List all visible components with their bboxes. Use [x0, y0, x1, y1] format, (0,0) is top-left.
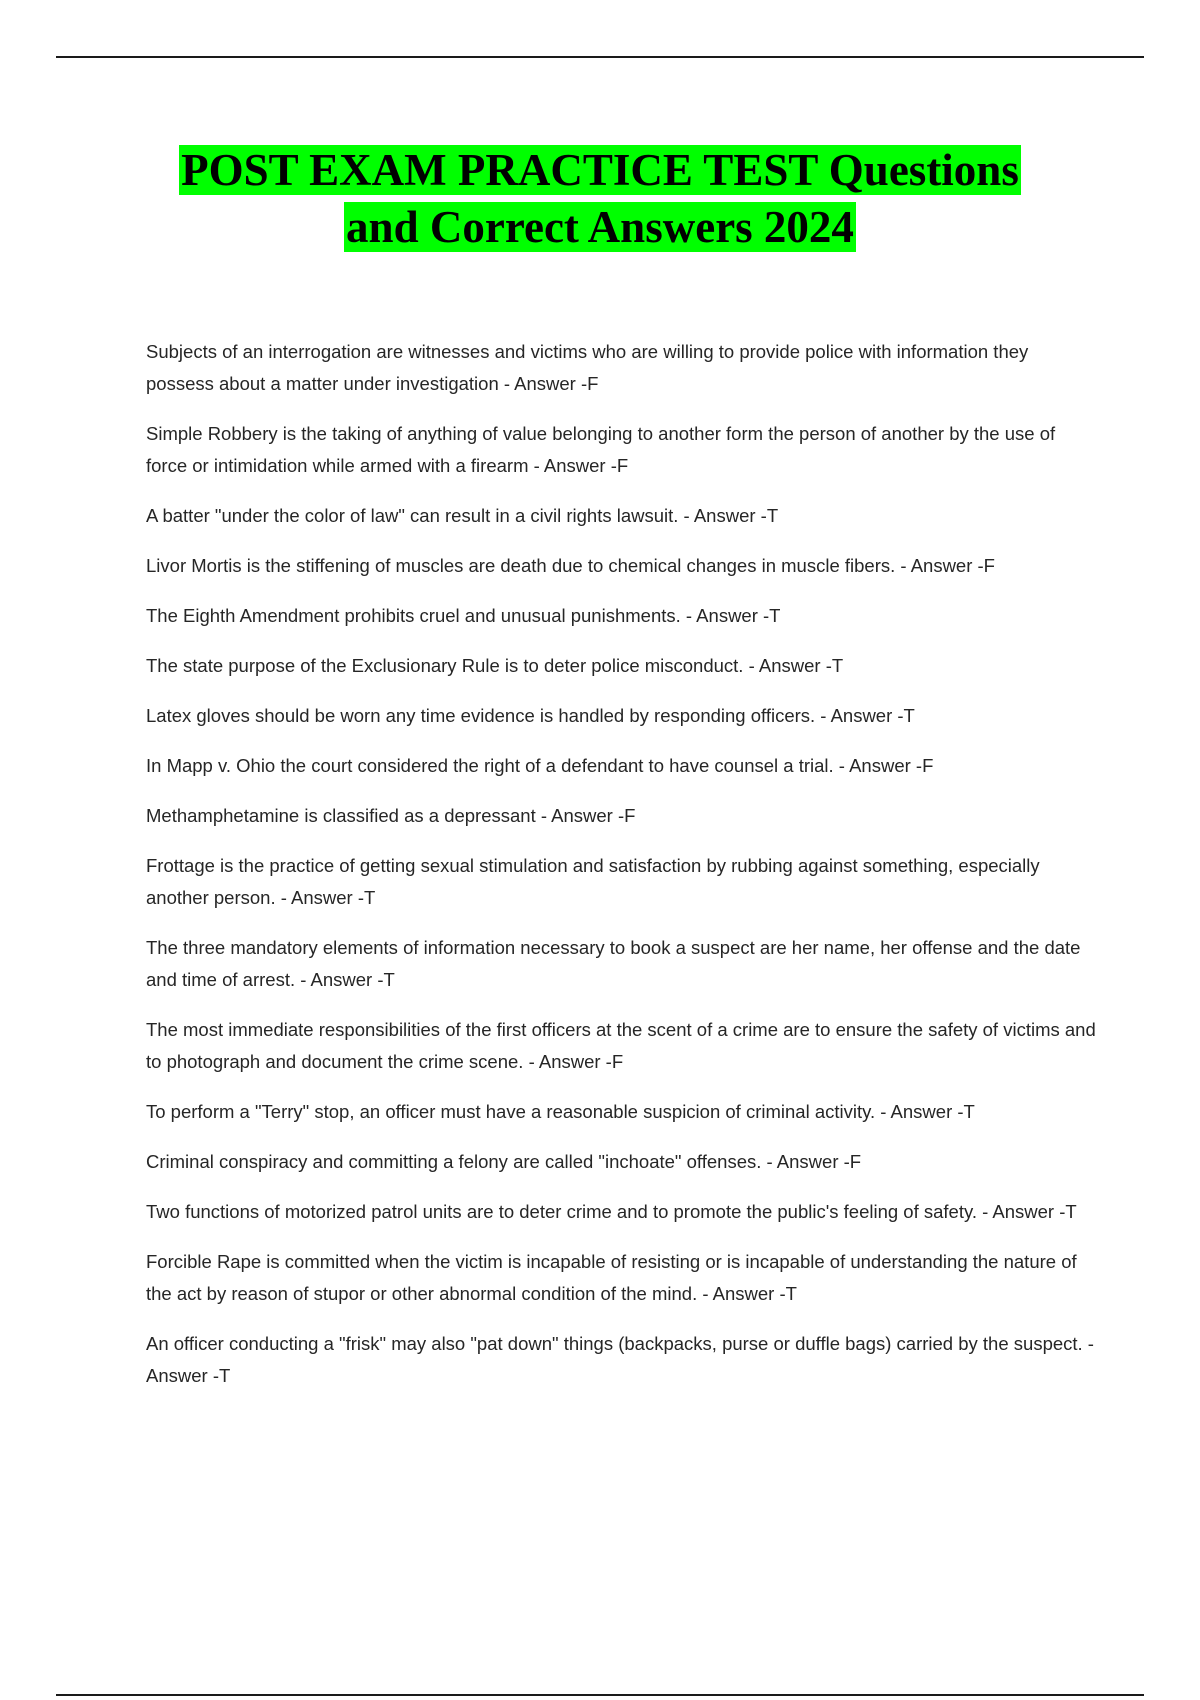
question-item: Simple Robbery is the taking of anything of value belonging to another form the person of another by the use of force or intimidation while armed with a firearm - Answer -F — [146, 423, 1056, 476]
question-item: Criminal conspiracy and committing a felony are called "inchoate" offenses. - Answer -F — [146, 1151, 862, 1172]
question-item: Livor Mortis is the stiffening of muscles are death due to chemical changes in muscle fibers. - Answer -F — [146, 555, 995, 576]
question-item: An officer conducting a "frisk" may also "pat down" things (backpacks, purse or duffle bags) carried by the suspect. - Answer -T — [146, 1333, 1094, 1386]
bottom-rule — [56, 1694, 1144, 1696]
question-item: The state purpose of the Exclusionary Rule is to deter police misconduct. - Answer -T — [146, 655, 844, 676]
question-item: The most immediate responsibilities of the first officers at the scent of a crime are to ensure the safety of victims and to photograph and document the crime scene. - Answer -F — [146, 1019, 1096, 1072]
top-rule — [56, 56, 1144, 58]
question-item: In Mapp v. Ohio the court considered the right of a defendant to have counsel a trial. - Answer -F — [146, 755, 934, 776]
question-item: Two functions of motorized patrol units are to deter crime and to promote the public's feeling of safety. - Answer -T — [146, 1201, 1077, 1222]
title-line-2: and Correct Answers 2024 — [346, 202, 854, 252]
question-item: A batter "under the color of law" can result in a civil rights lawsuit. - Answer -T — [146, 505, 779, 526]
question-item: The Eighth Amendment prohibits cruel and unusual punishments. - Answer -T — [146, 605, 781, 626]
question-item: Forcible Rape is committed when the victim is incapable of resisting or is incapable of understanding the nature of the act by reason of stupor or other abnormal condition of the mind. - Answer -T — [146, 1251, 1077, 1304]
question-item: Methamphetamine is classified as a depressant - Answer -F — [146, 805, 636, 826]
question-item: Subjects of an interrogation are witnesses and victims who are willing to provide police with information they possess about a matter under investigation - Answer -F — [146, 341, 1029, 394]
question-item: Frottage is the practice of getting sexual stimulation and satisfaction by rubbing against something, especially another person. - Answer -T — [146, 855, 1040, 908]
question-item: Latex gloves should be worn any time evidence is handled by responding officers. - Answer -T — [146, 705, 915, 726]
question-list — [146, 336, 1096, 1410]
title-line-1: POST EXAM PRACTICE TEST Questions — [181, 145, 1019, 195]
question-item: To perform a "Terry" stop, an officer must have a reasonable suspicion of criminal activity. - Answer -T — [146, 1101, 975, 1122]
document-title — [100, 142, 1100, 256]
question-item: The three mandatory elements of information necessary to book a suspect are her name, her offense and the date and time of arrest. - Answer -T — [146, 937, 1081, 990]
